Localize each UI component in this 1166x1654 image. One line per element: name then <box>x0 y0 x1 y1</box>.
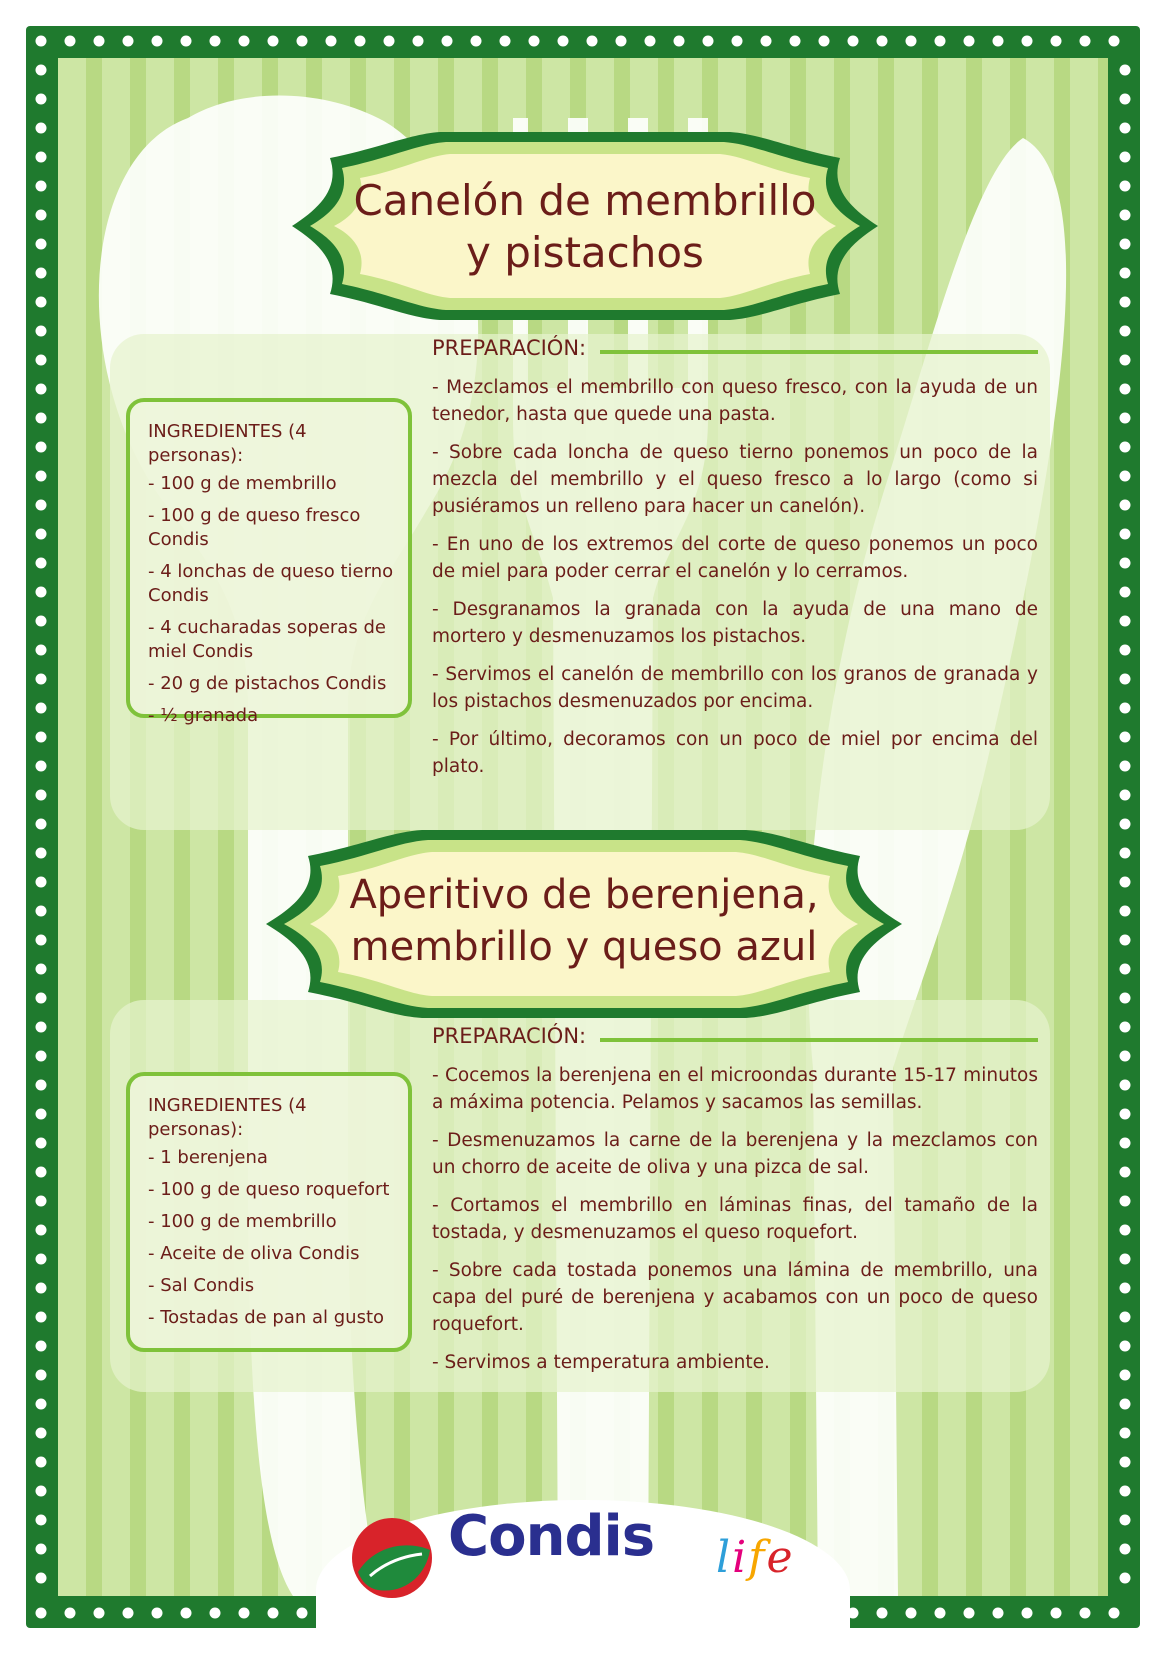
border-dot <box>36 703 47 714</box>
border-dot <box>355 36 366 47</box>
border-dot <box>1120 587 1131 598</box>
step-item: - Sobre cada tostada ponemos una lámina de membrillo, una capa del puré de berenjena y acabamos con un poco de queso roquefort. <box>432 1260 1038 1335</box>
border-dot <box>587 36 598 47</box>
ingredients-list <box>148 1146 394 1330</box>
border-dot <box>1120 1399 1131 1410</box>
border-dot <box>36 935 47 946</box>
border-dot <box>210 1608 221 1619</box>
border-dot <box>36 1370 47 1381</box>
border-dot <box>36 268 47 279</box>
border-dot <box>1120 645 1131 656</box>
ingredient-item: - 1 berenjena <box>148 1147 268 1168</box>
ingredient-item: - Aceite de oliva Condis <box>148 1243 360 1264</box>
border-dot <box>1120 1428 1131 1439</box>
border-dot <box>36 848 47 859</box>
border-dot <box>1120 239 1131 250</box>
step-item: - Sobre cada loncha de queso tierno ponemos un poco de la mezcla del membrillo y el queso fresco a lo largo (como si pusiéramos un relleno para hacer un canelón). <box>432 442 1038 517</box>
border-dot <box>1120 703 1131 714</box>
border-dot <box>1120 268 1131 279</box>
border-dot <box>36 123 47 134</box>
brand-subname <box>716 1532 795 1583</box>
step-item: - Desgranamos la granada con la ayuda de una mano de mortero y desmenuzamos los pistachos. <box>432 599 1038 647</box>
border-dot <box>36 65 47 76</box>
step-item: - Servimos el canelón de membrillo con los granos de granada y los pistachos desmenuzados por encima. <box>432 664 1038 712</box>
border-dot <box>1120 1080 1131 1091</box>
border-dot <box>935 1608 946 1619</box>
border-dot <box>36 1254 47 1265</box>
border-dot <box>558 36 569 47</box>
border-dot <box>36 732 47 743</box>
border-dot <box>210 36 221 47</box>
brand-sub-letter: f <box>748 1532 767 1583</box>
step-item: - Cortamos el membrillo en láminas finas, del tamaño de la tostada, y desmenuzamos el queso roquefort. <box>432 1195 1038 1243</box>
ingredient-item: - ½ granada <box>148 705 259 726</box>
border-dot <box>703 36 714 47</box>
border-dot <box>36 964 47 975</box>
border-dot <box>1120 877 1131 888</box>
ingredient-item: - 4 cucharadas soperas de miel Condis <box>148 617 386 662</box>
border-dot <box>877 36 888 47</box>
border-dot <box>384 36 395 47</box>
step-item: - Cocemos la berenjena en el microondas durante 15-17 minutos a máxima potencia. Pelamos y sacamos las semillas. <box>432 1065 1038 1113</box>
ingredients-heading: INGREDIENTES (4 personas): <box>148 1095 307 1140</box>
border-dot <box>1120 732 1131 743</box>
border-dot <box>645 36 656 47</box>
border-dot <box>297 36 308 47</box>
recipe-2-title-banner <box>264 826 904 1022</box>
step-item: - En uno de los extremos del corte de queso ponemos un poco de miel para poder cerrar el canelón y lo cerramos. <box>432 534 1038 582</box>
border-dot <box>36 529 47 540</box>
border-dot <box>790 36 801 47</box>
recipe-2-title-line-2: membrillo y queso azul <box>350 924 818 970</box>
border-dot <box>1120 819 1131 830</box>
border-dot <box>94 1608 105 1619</box>
border-dot <box>36 442 47 453</box>
border-dot <box>36 587 47 598</box>
border-dot <box>36 1428 47 1439</box>
border-dot <box>993 1608 1004 1619</box>
border-dot <box>1120 1312 1131 1323</box>
border-dot <box>36 1167 47 1178</box>
step-item: - Servimos a temperatura ambiente. <box>432 1352 770 1373</box>
ingredient-item: - 100 g de queso roquefort <box>148 1179 390 1200</box>
border-dot <box>529 36 540 47</box>
border-dot <box>442 36 453 47</box>
border-dot <box>36 1573 47 1584</box>
border-dot <box>36 906 47 917</box>
border-dot <box>1120 442 1131 453</box>
border-dot <box>36 1109 47 1120</box>
border-dot <box>1120 790 1131 801</box>
recipe-1-title-line-2: y pistachos <box>466 228 704 277</box>
border-dot <box>36 1486 47 1497</box>
border-dot <box>239 36 250 47</box>
border-dot <box>1120 297 1131 308</box>
preparation-heading: PREPARACIÓN: <box>432 336 587 360</box>
border-dot <box>36 1515 47 1526</box>
border-dot <box>268 36 279 47</box>
border-dot <box>65 36 76 47</box>
brand-name: Condis <box>448 1504 655 1569</box>
border-dot <box>906 1608 917 1619</box>
border-dot <box>36 1225 47 1236</box>
border-dot <box>1120 210 1131 221</box>
border-dot <box>65 1608 76 1619</box>
border-dot <box>1120 1196 1131 1207</box>
border-dot <box>36 384 47 395</box>
border-dot <box>36 1080 47 1091</box>
ingredient-item: - Sal Condis <box>148 1275 255 1296</box>
border-dot <box>877 1608 888 1619</box>
border-dot <box>1120 384 1131 395</box>
heading-rule <box>600 1038 1038 1042</box>
border-dot <box>1109 36 1120 47</box>
border-dot <box>36 471 47 482</box>
border-dot <box>935 36 946 47</box>
border-dot <box>471 36 482 47</box>
border-dot <box>1120 616 1131 627</box>
border-dot <box>1120 1370 1131 1381</box>
preparation-header <box>432 1024 1038 1048</box>
border-dot <box>1120 1544 1131 1555</box>
ingredients-list <box>148 472 394 728</box>
recipe-2-ingredients-box <box>126 1072 412 1352</box>
border-dot <box>36 1399 47 1410</box>
border-dot <box>268 1608 279 1619</box>
border-dot <box>1022 1608 1033 1619</box>
border-dot <box>36 239 47 250</box>
border-dot <box>36 500 47 511</box>
border-dot <box>1080 36 1091 47</box>
border-dot <box>181 36 192 47</box>
recipe-2-title-line-1: Aperitivo de berenjena, <box>349 872 819 918</box>
border-dot <box>36 1196 47 1207</box>
border-dot <box>1120 1515 1131 1526</box>
border-dot <box>36 413 47 424</box>
ingredient-item: - 100 g de membrillo <box>148 473 337 494</box>
border-dot <box>1120 935 1131 946</box>
border-dot <box>1120 1167 1131 1178</box>
border-dot <box>36 36 47 47</box>
border-dot <box>1120 181 1131 192</box>
border-dot <box>1120 1283 1131 1294</box>
border-dot <box>1120 1573 1131 1584</box>
border-dot <box>1120 1486 1131 1497</box>
border-dot <box>1120 993 1131 1004</box>
step-item: - Mezclamos el membrillo con queso fresco, con la ayuda de un tenedor, hasta que quede una pasta. <box>432 377 1038 425</box>
border-dot <box>1120 65 1131 76</box>
border-dot <box>36 1138 47 1149</box>
preparation-header <box>432 336 1038 360</box>
step-item: - Por último, decoramos con un poco de miel por encima del plato. <box>432 729 1038 777</box>
border-dot <box>1120 471 1131 482</box>
border-dot <box>1120 413 1131 424</box>
border-dot <box>1080 1608 1091 1619</box>
border-dot <box>1109 1608 1120 1619</box>
ingredient-item: - 4 lonchas de queso tierno Condis <box>148 561 394 606</box>
border-dot <box>36 790 47 801</box>
border-dot <box>1120 355 1131 366</box>
preparation-steps <box>432 374 1038 780</box>
heading-rule <box>600 350 1038 354</box>
border-dot <box>36 326 47 337</box>
recipe-2-preparation <box>432 1024 1038 1387</box>
border-dot <box>36 993 47 1004</box>
border-dot <box>1120 1022 1131 1033</box>
ingredient-item: - 20 g de pistachos Condis <box>148 673 387 694</box>
border-dot <box>1120 1254 1131 1265</box>
border-dot <box>1120 529 1131 540</box>
border-dot <box>1120 152 1131 163</box>
border-dot <box>1022 36 1033 47</box>
border-dot <box>152 36 163 47</box>
border-dot <box>1120 1138 1131 1149</box>
border-dot <box>1120 674 1131 685</box>
border-dot <box>1120 1341 1131 1352</box>
border-dot <box>36 297 47 308</box>
border-dot <box>181 1608 192 1619</box>
border-dot <box>36 674 47 685</box>
condis-logo-mark-icon <box>344 1510 440 1606</box>
border-dot <box>1120 906 1131 917</box>
border-dot <box>123 36 134 47</box>
border-dot <box>993 36 1004 47</box>
border-dot <box>500 36 511 47</box>
recipe-1-title-line-1: Canelón de membrillo <box>353 176 817 225</box>
recipe-1-title-banner <box>290 128 880 324</box>
border-dot <box>906 36 917 47</box>
border-dot <box>36 1051 47 1062</box>
border-dot <box>1120 1225 1131 1236</box>
recipe-1-ingredients-box <box>126 398 412 726</box>
border-dot <box>36 645 47 656</box>
ingredients-heading: INGREDIENTES (4 personas): <box>148 421 307 466</box>
border-dot <box>616 36 627 47</box>
border-dot <box>1120 326 1131 337</box>
border-dot <box>413 36 424 47</box>
border-dot <box>964 1608 975 1619</box>
border-dot <box>36 1457 47 1468</box>
border-dot <box>1120 558 1131 569</box>
border-dot <box>1120 1457 1131 1468</box>
step-item: - Desmenuzamos la carne de la berenjena y la mezclamos con un chorro de aceite de oliva y una pizca de sal. <box>432 1130 1038 1178</box>
border-dot <box>239 1608 250 1619</box>
border-dot <box>1120 761 1131 772</box>
border-dot <box>36 819 47 830</box>
border-dot <box>36 1608 47 1619</box>
border-dot <box>1120 500 1131 511</box>
border-dot <box>36 94 47 105</box>
border-dot <box>36 1283 47 1294</box>
striped-background <box>58 58 1108 1596</box>
ingredient-item: - Tostadas de pan al gusto <box>148 1307 385 1328</box>
border-dot <box>1120 1109 1131 1120</box>
border-dot <box>1120 964 1131 975</box>
border-dot <box>36 558 47 569</box>
border-dot <box>36 761 47 772</box>
brand-sub-letter: l <box>716 1532 733 1583</box>
border-dot <box>36 616 47 627</box>
recipe-1-preparation <box>432 336 1038 791</box>
page-border <box>26 26 1140 1628</box>
border-dot <box>36 877 47 888</box>
border-dot <box>36 210 47 221</box>
border-dot <box>152 1608 163 1619</box>
border-dot <box>964 36 975 47</box>
border-dot <box>1120 123 1131 134</box>
border-dot <box>1051 36 1062 47</box>
border-dot <box>732 36 743 47</box>
border-dot <box>1051 1608 1062 1619</box>
border-dot <box>848 36 859 47</box>
border-dot <box>326 36 337 47</box>
border-dot <box>674 36 685 47</box>
border-dot <box>123 1608 134 1619</box>
brand-sub-letter: e <box>766 1532 795 1583</box>
ingredient-item: - 100 g de queso fresco Condis <box>148 505 361 550</box>
ingredient-item: - 100 g de membrillo <box>148 1211 337 1232</box>
border-dot <box>297 1608 308 1619</box>
border-dot <box>36 1544 47 1555</box>
brand-sub-letter: i <box>732 1532 749 1583</box>
banner-frame <box>290 128 880 324</box>
preparation-steps <box>432 1062 1038 1376</box>
border-dot <box>36 152 47 163</box>
border-dot <box>1120 1051 1131 1062</box>
border-dot <box>819 36 830 47</box>
border-dot <box>761 36 772 47</box>
border-dot <box>36 355 47 366</box>
preparation-heading: PREPARACIÓN: <box>432 1024 587 1048</box>
border-dot <box>36 1341 47 1352</box>
border-dot <box>1120 848 1131 859</box>
border-dot <box>94 36 105 47</box>
border-dot <box>36 1022 47 1033</box>
border-dot <box>1120 94 1131 105</box>
border-dot <box>36 181 47 192</box>
border-dot <box>36 1312 47 1323</box>
